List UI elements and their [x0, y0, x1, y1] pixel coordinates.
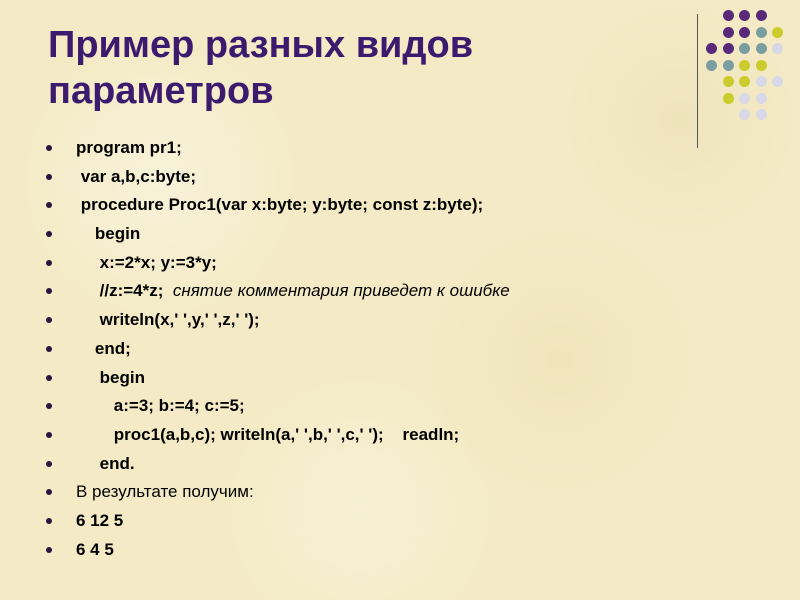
list-item	[0, 536, 800, 565]
decorative-dot	[723, 10, 734, 21]
bullet-icon	[46, 461, 52, 467]
decorative-dot	[756, 10, 767, 21]
decorative-dot	[756, 60, 767, 71]
code-line: begin	[94, 224, 141, 244]
decorative-divider	[697, 14, 698, 148]
bullet-icon	[46, 317, 52, 323]
bullet-icon	[46, 346, 52, 352]
decorative-dot	[739, 76, 750, 87]
list-item	[0, 191, 800, 220]
bullet-icon	[46, 547, 52, 553]
decorative-dot	[723, 76, 734, 87]
code-line: end;	[94, 338, 131, 358]
bullet-icon	[46, 489, 52, 495]
list-item	[0, 507, 800, 536]
decorative-dot	[739, 27, 750, 38]
decorative-dot	[772, 43, 783, 54]
decorative-dot	[756, 109, 767, 120]
bullet-icon	[46, 432, 52, 438]
decorative-dot	[706, 60, 717, 71]
decorative-dot	[723, 43, 734, 54]
code-list	[0, 134, 800, 564]
list-item	[0, 306, 800, 335]
list-item	[0, 450, 800, 479]
list-item	[0, 478, 800, 507]
list-item	[0, 364, 800, 393]
code-line: begin	[99, 367, 145, 387]
list-item	[0, 335, 800, 364]
result-line: 6 4 5	[76, 539, 114, 559]
code-line: //z:=4*z; снятие комментария приведет к ошибке	[99, 281, 510, 301]
bullet-icon	[46, 260, 52, 266]
list-item	[0, 277, 800, 306]
result-line: 6 12 5	[76, 510, 124, 530]
code-line: x:=2*x; y:=3*y;	[99, 252, 217, 272]
code-line: procedure Proc1(var x:byte; y:byte; const z:byte);	[80, 195, 484, 215]
code-line: var a,b,c:byte;	[80, 166, 196, 186]
decorative-dot	[772, 27, 783, 38]
decorative-dot	[756, 76, 767, 87]
code-line: program pr1;	[76, 138, 182, 157]
decorative-dot	[756, 93, 767, 104]
list-item	[0, 163, 800, 192]
comment-text: снятие комментария приведет к ошибке	[163, 281, 510, 301]
decorative-dot	[723, 93, 734, 104]
bullet-icon	[46, 288, 52, 294]
decorative-dot	[739, 60, 750, 71]
list-item	[0, 421, 800, 450]
bullet-icon	[46, 375, 52, 381]
decorative-dot	[739, 109, 750, 120]
code-line: end.	[99, 453, 135, 473]
bullet-icon	[46, 174, 52, 180]
list-item	[0, 134, 800, 163]
decorative-dot	[739, 93, 750, 104]
list-item	[0, 392, 800, 421]
decorative-dot	[739, 43, 750, 54]
slide-title: Пример разных видов параметров	[48, 24, 474, 112]
decorative-dot	[739, 10, 750, 21]
bullet-icon	[46, 202, 52, 208]
decorative-dot	[706, 43, 717, 54]
code-line: writeln(x,' ',y,' ',z,' ');	[99, 310, 260, 330]
decorative-dot	[723, 27, 734, 38]
list-item	[0, 249, 800, 278]
bullet-icon	[46, 403, 52, 409]
code-line: a:=3; b:=4; c:=5;	[113, 396, 245, 416]
bullet-icon	[46, 145, 52, 151]
bullet-icon	[46, 518, 52, 524]
bullet-icon	[46, 231, 52, 237]
decorative-dot-grid	[706, 10, 796, 130]
list-item	[0, 220, 800, 249]
result-caption: В результате получим:	[76, 482, 254, 502]
decorative-dot	[772, 76, 783, 87]
decorative-dot	[756, 27, 767, 38]
decorative-dot	[756, 43, 767, 54]
code-line: proc1(a,b,c); writeln(a,' ',b,' ',c,' '); readln;	[113, 424, 460, 444]
decorative-dot	[723, 60, 734, 71]
